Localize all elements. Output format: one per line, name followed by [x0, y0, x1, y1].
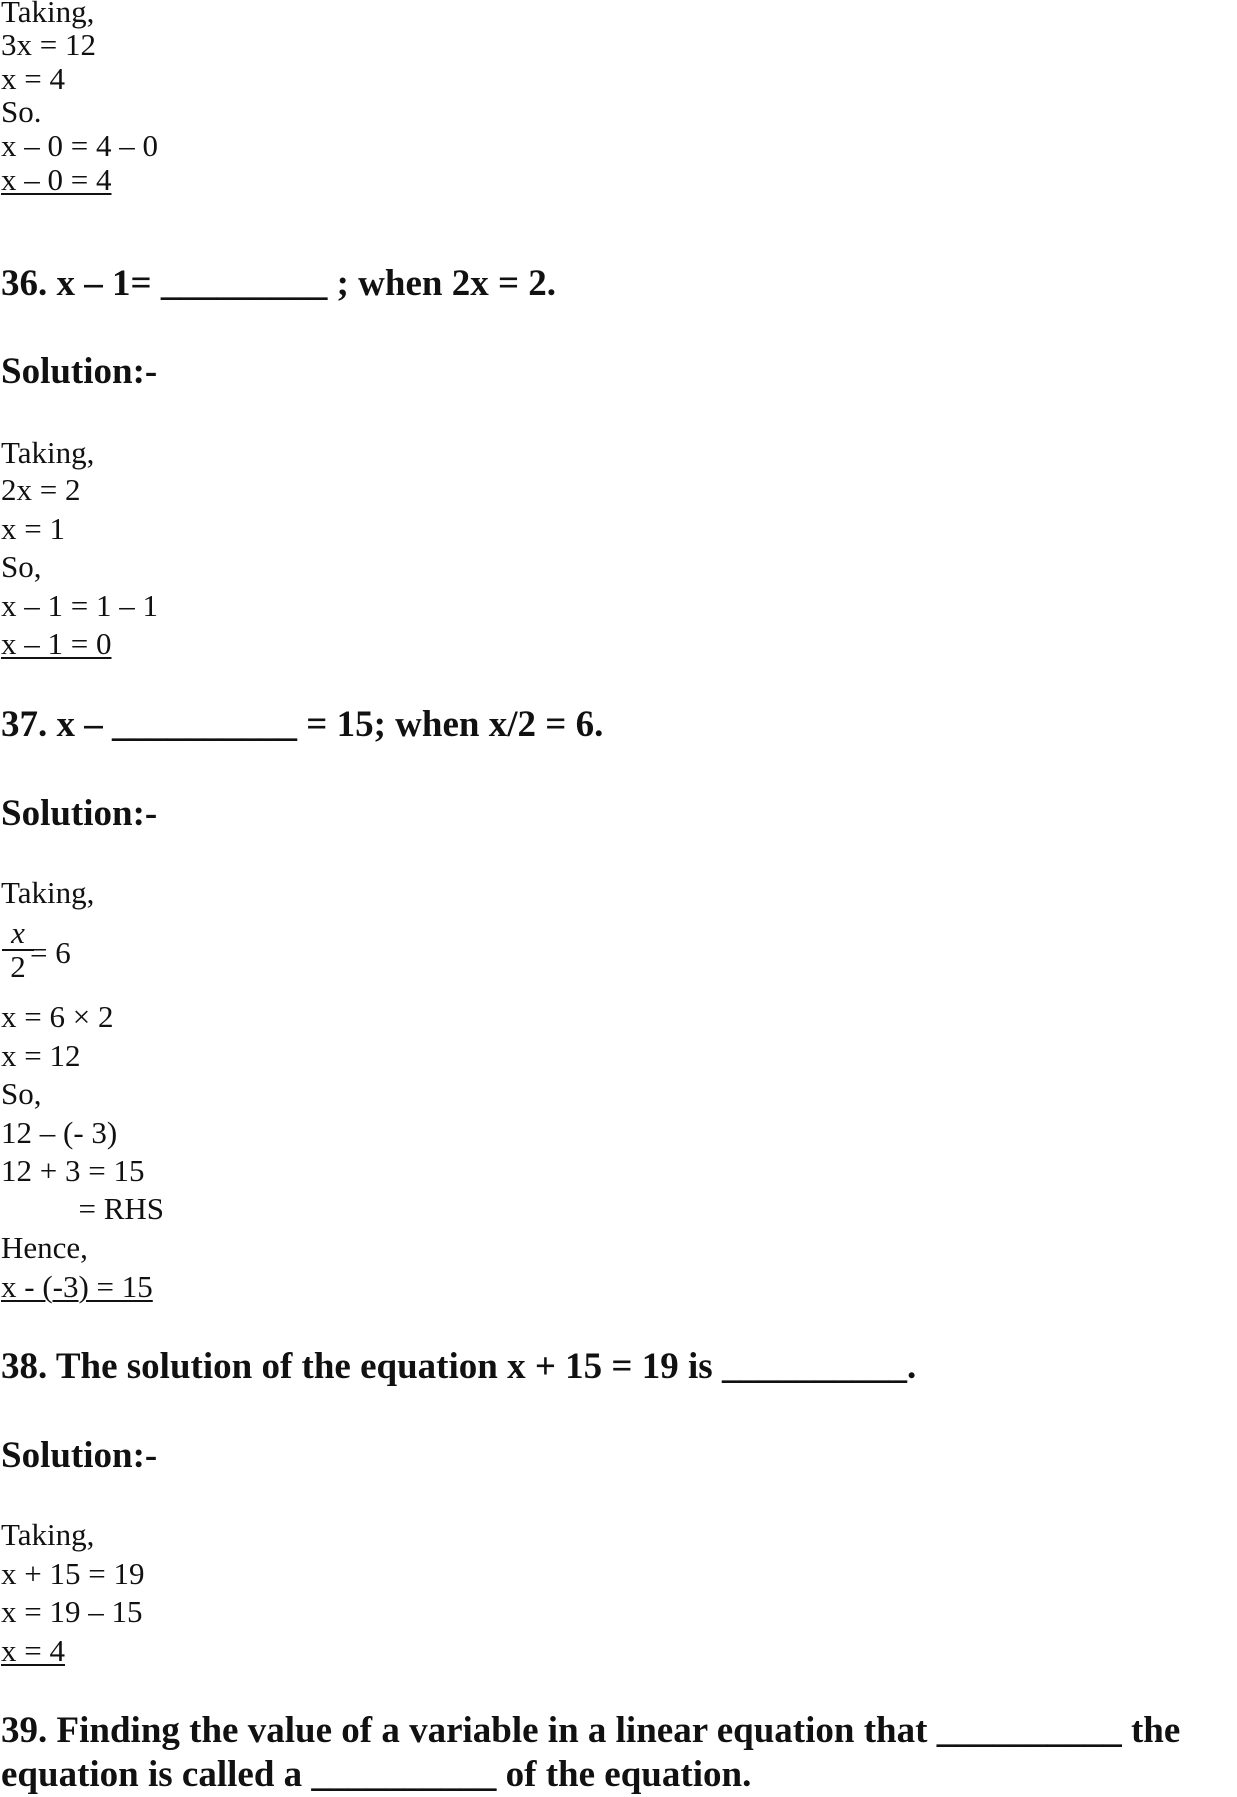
prev-line-4: So.	[1, 94, 42, 129]
q37-line-3: So,	[1, 1076, 42, 1111]
q38-result: x = 4	[1, 1633, 65, 1668]
question-38: 38. The solution of the equation x + 15 = 19 is __________.	[1, 1346, 917, 1387]
q38-line-2: x + 15 = 19	[1, 1556, 145, 1591]
prev-result: x – 0 = 4	[1, 162, 112, 197]
q36-line-2: 2x = 2	[1, 472, 81, 507]
q37-line-6: = RHS	[1, 1191, 165, 1226]
solution-label-38: Solution:-	[1, 1435, 158, 1476]
q37-line-5: 12 + 3 = 15	[1, 1153, 145, 1188]
q36-line-1: Taking,	[1, 435, 95, 470]
q37-line-7: Hence,	[1, 1230, 88, 1265]
q36-result: x – 1 = 0	[1, 626, 112, 661]
question-36: 36. x – 1= _________ ; when 2x = 2.	[1, 263, 557, 304]
prev-line-1: Taking,	[1, 0, 95, 29]
q36-line-4: So,	[1, 549, 42, 584]
question-39-line-2: equation is called a __________ of the equation.	[1, 1754, 752, 1795]
solution-label-37: Solution:-	[1, 793, 158, 834]
q37-taking: Taking,	[1, 875, 95, 910]
question-37: 37. x – __________ = 15; when x/2 = 6.	[1, 704, 604, 745]
q37-result: x - (-3) = 15	[1, 1269, 153, 1304]
prev-line-5: x – 0 = 4 – 0	[1, 128, 158, 163]
q38-line-3: x = 19 – 15	[1, 1594, 143, 1629]
q36-line-5: x – 1 = 1 – 1	[1, 588, 158, 623]
fraction-numerator: x	[11, 915, 25, 950]
fraction-rhs: = 6	[30, 935, 71, 970]
prev-line-3: x = 4	[1, 61, 65, 96]
q37-line-4: 12 – (- 3)	[1, 1115, 118, 1150]
q37-line-1: x = 6 × 2	[1, 999, 114, 1034]
q38-line-1: Taking,	[1, 1517, 95, 1552]
q36-line-3: x = 1	[1, 511, 65, 546]
prev-line-2: 3x = 12	[1, 27, 96, 62]
solution-label-36: Solution:-	[1, 351, 158, 392]
question-39-line-1: 39. Finding the value of a variable in a linear equation that __________ the	[1, 1710, 1181, 1751]
q37-line-2: x = 12	[1, 1038, 81, 1073]
fraction-denominator: 2	[2, 949, 34, 983]
